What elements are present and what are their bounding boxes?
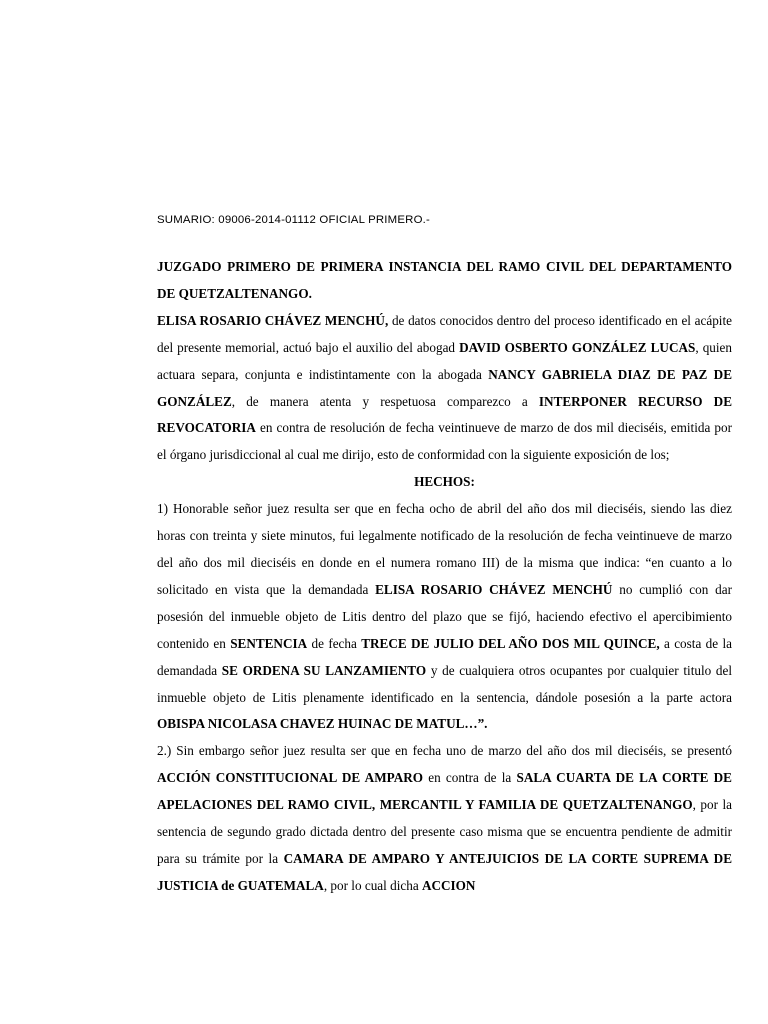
- para2-run-4: , por la sentencia de segundo grado dictada dentro del presente caso misma que se encuentra pendiente de admitir para su trámite por la: [157, 797, 732, 866]
- para1-run-2: no cumplió con dar posesión del inmueble objeto de Litis dentro del plazo que se fijó, haciendo efectivo el apercibimiento contenido en: [157, 581, 732, 651]
- intro-run-5: , de manera atenta y respetuosa comparezco a: [231, 393, 539, 409]
- para1-run-6: a costa de la demandada: [157, 635, 732, 678]
- fact-paragraph-2: [157, 738, 732, 899]
- intro-run-6: INTERPONER RECURSO DE REVOCATORIA: [157, 393, 732, 436]
- para1-run-4: de fecha: [307, 635, 362, 651]
- intro-run-4: NANCY GABRIELA DIAZ DE PAZ DE GONZÁLEZ: [157, 366, 732, 409]
- document-body: [157, 254, 732, 900]
- para1-run-3: SENTENCIA: [230, 635, 308, 651]
- para2-run-3: SALA CUARTA DE LA CORTE DE APELACIONES DEL RAMO CIVIL, MERCANTIL Y FAMILIA DE QUETZALTENANGO: [157, 770, 732, 813]
- para2-run-7: ACCION: [421, 877, 476, 893]
- intro-run-1: de datos conocidos dentro del proceso identificado en el acápite del presente memorial, actuó bajo el auxilio del abogad: [157, 312, 732, 355]
- para1-run-7: SE ORDENA SU LANZAMIENTO: [221, 662, 427, 678]
- intro-run-2: DAVID OSBERTO GONZÁLEZ LUCAS: [459, 339, 696, 355]
- para2-run-2: en contra de la: [423, 770, 517, 786]
- para2-run-5: CAMARA DE AMPARO Y ANTEJUICIOS DE LA CORTE SUPREMA DE JUSTICIA de GUATEMALA: [157, 850, 732, 893]
- para2-run-6: , por lo cual dicha: [323, 877, 422, 893]
- para1-run-9: OBISPA NICOLASA CHAVEZ HUINAC DE MATUL…”.: [157, 716, 488, 732]
- fact-paragraph-1: [157, 496, 732, 738]
- para2-run-1: ACCIÓN CONSTITUCIONAL DE AMPARO: [157, 770, 424, 786]
- case-summary-line: SUMARIO: 09006-2014-01112 OFICIAL PRIMERO.-: [157, 214, 431, 226]
- hechos-title: HECHOS:: [414, 474, 475, 490]
- para1-run-5: TRECE DE JULIO DEL AÑO DOS MIL QUINCE,: [361, 635, 660, 651]
- intro-run-7: en contra de resolución de fecha veintinueve de marzo de dos mil dieciséis, emitida por el órgano jurisdiccional al cual me dirijo, esto de conformidad con la siguiente exposición de los;: [157, 420, 732, 463]
- intro-paragraph: [157, 308, 732, 469]
- intro-run-3: , quien actuara separa, conjunta e indistintamente con la abogada: [157, 339, 732, 382]
- para2-run-0: 2.) Sin embargo señor juez resulta ser que en fecha uno de marzo del año dos mil dieciséis, se presentó: [157, 743, 732, 759]
- court-heading-text: JUZGADO PRIMERO DE PRIMERA INSTANCIA DEL RAMO CIVIL DEL DEPARTAMENTO DE QUETZALTENANGO.: [157, 259, 732, 301]
- para1-run-0: 1) Honorable señor juez resulta ser que en fecha ocho de abril del año dos mil dieciséis, siendo las diez horas con treinta y siete minutos, fui legalmente notificado de la resolución de fecha veintinueve de marzo del año dos mil dieciséis en donde en el numera romano III) de la misma que indica: “en cuanto a lo solicitado en vista que la demandada: [157, 501, 732, 597]
- para1-run-1: ELISA ROSARIO CHÁVEZ MENCHÚ: [375, 581, 613, 597]
- para1-run-8: y de cualquiera otros ocupantes por cualquier titulo del inmueble objeto de Litis plenamente identificado en la sentencia, dándole posesión a la parte actora: [157, 662, 733, 705]
- court-heading: [157, 254, 732, 308]
- intro-run-0: ELISA ROSARIO CHÁVEZ MENCHÚ,: [157, 312, 389, 328]
